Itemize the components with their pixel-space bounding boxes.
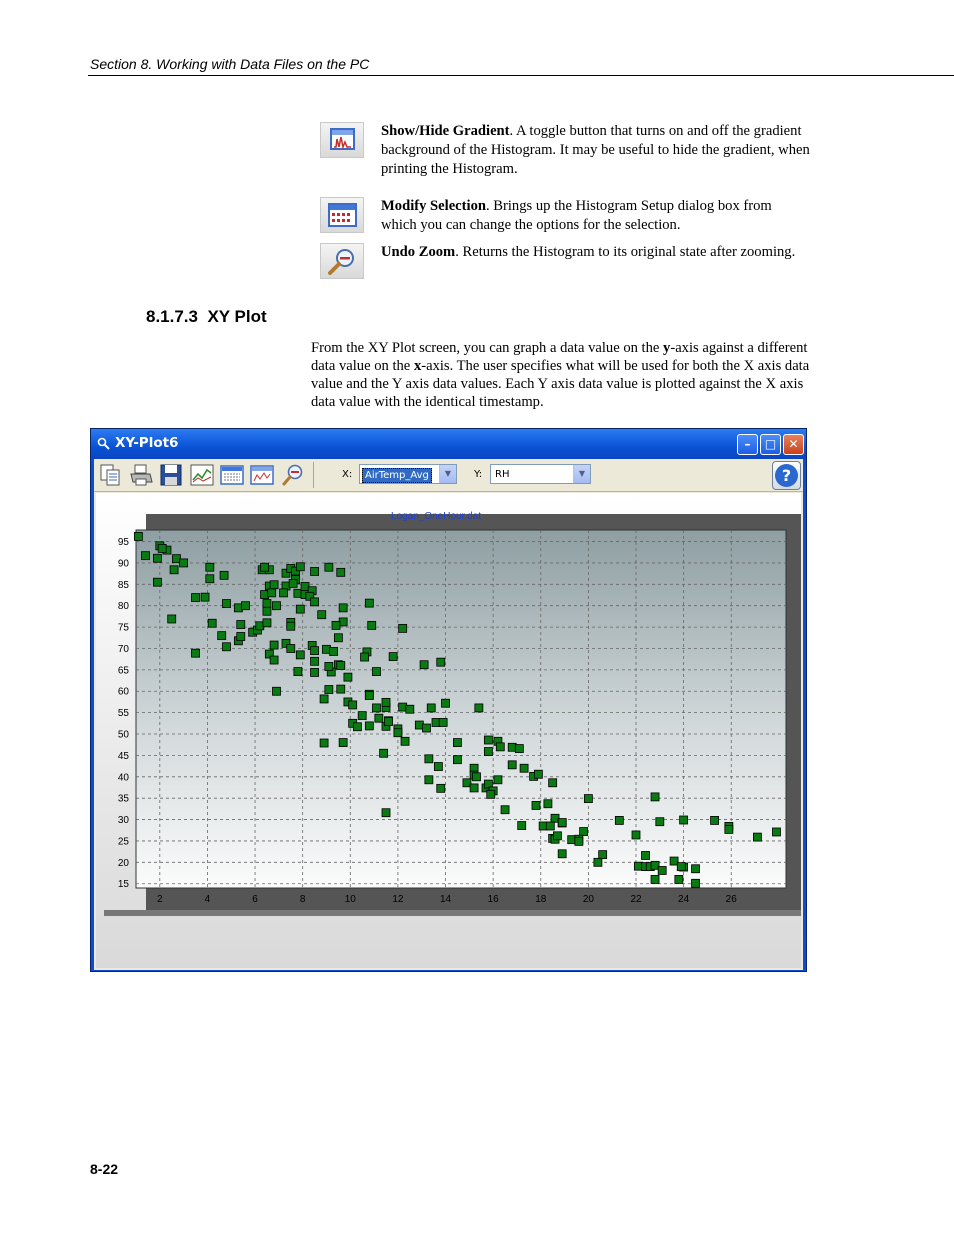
undo-zoom-icon[interactable]	[280, 462, 306, 488]
section-number: 8.1.7.3	[146, 307, 198, 326]
x-tick-label: 6	[252, 894, 258, 905]
data-point	[153, 578, 161, 586]
y-tick-label: 45	[117, 750, 129, 762]
data-point	[508, 761, 516, 769]
xy-plot-window	[90, 428, 807, 972]
data-point	[222, 600, 230, 608]
data-point	[192, 594, 200, 602]
data-point	[296, 563, 304, 571]
data-point	[753, 833, 761, 841]
data-point	[680, 816, 688, 824]
para-text: From the XY Plot screen, you can graph a data value on the	[311, 340, 664, 356]
data-point	[677, 863, 685, 871]
data-point	[311, 567, 319, 575]
x-axis-select[interactable]	[359, 464, 457, 484]
data-point	[337, 568, 345, 576]
data-point	[470, 784, 478, 792]
data-point	[425, 776, 433, 784]
copy-icon[interactable]	[98, 462, 124, 488]
tool-description	[381, 243, 811, 262]
data-point	[325, 563, 333, 571]
data-point	[575, 837, 583, 845]
data-point	[287, 644, 295, 652]
data-point	[358, 712, 366, 720]
data-point	[208, 619, 216, 627]
y-tick-label: 15	[117, 879, 129, 891]
data-point	[311, 647, 319, 655]
tool-text: . Returns the Histogram to its original state after zooming.	[455, 244, 796, 260]
x-tick-label: 4	[204, 894, 211, 905]
data-point	[632, 831, 640, 839]
tool-description	[381, 122, 811, 179]
data-point	[656, 818, 664, 826]
data-point	[263, 600, 271, 608]
data-point	[311, 598, 319, 606]
data-point	[339, 604, 347, 612]
x-tick-label: 14	[439, 894, 452, 905]
data-point	[134, 532, 142, 540]
data-point	[546, 822, 554, 830]
data-point	[420, 661, 428, 669]
data-point	[372, 704, 380, 712]
data-point	[427, 704, 435, 712]
data-point	[453, 739, 461, 747]
y-axis-select[interactable]	[490, 464, 591, 484]
data-point	[615, 816, 623, 824]
data-point	[296, 651, 304, 659]
data-point	[501, 806, 509, 814]
y-tick-label: 60	[117, 686, 129, 698]
histogram-gradient-icon[interactable]	[249, 462, 275, 488]
x-tick-label: 10	[344, 894, 356, 905]
data-point	[222, 643, 230, 651]
y-tick-label: 55	[117, 708, 129, 720]
y-tick-label: 85	[117, 579, 129, 591]
data-point	[394, 729, 402, 737]
para-bold-x: x	[413, 358, 422, 374]
data-point	[599, 851, 607, 859]
data-point	[389, 653, 397, 661]
data-point	[515, 745, 523, 753]
data-point	[272, 602, 280, 610]
y-tick-label: 65	[117, 665, 129, 677]
data-point	[325, 662, 333, 670]
data-point	[268, 589, 276, 597]
chart-title: Logan_OneHour.dat	[390, 511, 482, 522]
y-tick-label: 20	[117, 857, 129, 869]
header-rule	[88, 75, 954, 76]
data-point	[584, 795, 592, 803]
data-point	[496, 743, 504, 751]
data-point	[372, 668, 380, 676]
data-point	[401, 737, 409, 745]
data-point	[294, 668, 302, 676]
data-point	[270, 641, 278, 649]
data-point	[272, 687, 280, 695]
tool-title: Modify Selection	[381, 198, 486, 214]
y-tick-label: 75	[117, 622, 129, 634]
plot-shadow-bottom	[104, 910, 801, 916]
data-point	[406, 705, 414, 713]
data-point	[422, 724, 430, 732]
x-axis-label: X:	[342, 469, 353, 480]
y-tick-label: 70	[117, 643, 129, 655]
data-point	[349, 701, 357, 709]
data-point	[353, 723, 361, 731]
help-button[interactable]	[772, 461, 801, 490]
data-point	[434, 763, 442, 771]
print-icon[interactable]	[128, 462, 154, 488]
data-point	[558, 850, 566, 858]
data-point	[399, 624, 407, 632]
data-point	[580, 828, 588, 836]
data-point	[368, 621, 376, 629]
data-point	[270, 656, 278, 664]
data-point	[725, 825, 733, 833]
data-point	[553, 832, 561, 840]
chevron-down-icon[interactable]: ▼	[573, 465, 590, 483]
save-icon[interactable]	[158, 462, 184, 488]
data-point	[772, 828, 780, 836]
data-point	[518, 822, 526, 830]
data-point	[651, 875, 659, 883]
data-point	[484, 748, 492, 756]
data-point	[325, 686, 333, 694]
data-point	[206, 575, 214, 583]
y-tick-label: 35	[117, 793, 129, 805]
data-point	[206, 563, 214, 571]
data-point	[439, 718, 447, 726]
data-point	[453, 756, 461, 764]
window-titlebar[interactable]	[91, 429, 806, 459]
para-text: -axis. The user specifies what will be used for both the X axis data value and the Y axis data values. Each Y axis data value is plotted against the X axis data value with the identical timestamp.	[311, 358, 810, 410]
data-point	[494, 776, 502, 784]
data-point	[320, 695, 328, 703]
data-point	[170, 566, 178, 574]
para-bold-y: y	[663, 340, 671, 356]
data-point	[237, 621, 245, 629]
help-icon: ?	[775, 464, 798, 487]
plot-background	[136, 530, 786, 888]
data-point	[594, 858, 602, 866]
data-point	[375, 714, 383, 722]
data-point	[339, 739, 347, 747]
data-point	[296, 605, 304, 613]
x-tick-label: 8	[299, 894, 306, 905]
data-point	[651, 793, 659, 801]
window-title: XY-Plot6	[115, 435, 179, 451]
data-point	[520, 764, 528, 772]
running-header: Section 8. Working with Data Files on the PC	[90, 56, 370, 72]
para-text: -axis against a different data value on the	[311, 340, 808, 374]
data-point	[472, 773, 480, 781]
data-point	[425, 755, 433, 763]
data-point	[658, 866, 666, 874]
data-point	[365, 692, 373, 700]
data-point	[382, 698, 390, 706]
undo-zoom-icon	[320, 243, 364, 279]
data-point	[475, 704, 483, 712]
data-point	[180, 559, 188, 567]
data-point	[384, 718, 392, 726]
data-point	[330, 647, 338, 655]
data-point	[642, 851, 650, 859]
data-point	[334, 634, 342, 642]
data-point	[218, 632, 226, 640]
data-point	[263, 607, 271, 615]
y-tick-label: 40	[117, 772, 129, 784]
xy-plot-paragraph	[311, 339, 816, 411]
xy-scatter-chart[interactable]	[96, 493, 801, 968]
x-tick-label: 22	[630, 894, 642, 905]
y-tick-label: 95	[117, 537, 129, 549]
data-point	[344, 673, 352, 681]
data-point	[287, 622, 295, 630]
modify-selection-icon[interactable]	[219, 462, 245, 488]
data-point	[487, 790, 495, 798]
data-point	[337, 685, 345, 693]
y-tick-label: 90	[117, 558, 129, 570]
data-point	[675, 875, 683, 883]
data-point	[320, 739, 328, 747]
y-tick-label: 25	[117, 836, 129, 848]
y-axis-label: Y:	[474, 469, 483, 480]
tool-text: . Brings up the Histogram Setup dialog box from which you can change the options for the selection.	[381, 198, 772, 233]
tool-title: Show/Hide Gradient	[381, 123, 510, 139]
y-axis-value: RH	[495, 469, 510, 480]
y-tick-label: 50	[117, 729, 129, 741]
data-point	[437, 784, 445, 792]
data-point	[711, 816, 719, 824]
data-point	[337, 662, 345, 670]
x-axis-value: AirTemp_Avg	[362, 468, 432, 483]
window-client	[94, 459, 803, 970]
data-point	[280, 589, 288, 597]
data-point	[365, 599, 373, 607]
modify-selection-icon	[320, 197, 364, 233]
data-point	[544, 800, 552, 808]
tool-title: Undo Zoom	[381, 244, 456, 260]
data-point	[158, 544, 166, 552]
x-tick-label: 12	[392, 894, 404, 905]
section-heading	[146, 307, 267, 327]
data-point	[311, 668, 319, 676]
data-point	[534, 770, 542, 778]
data-point	[558, 819, 566, 827]
x-tick-label: 2	[157, 894, 163, 905]
data-point	[692, 879, 700, 887]
data-point	[168, 615, 176, 623]
x-tick-label: 18	[535, 894, 547, 905]
data-point	[361, 653, 369, 661]
maximize-button[interactable]: □	[760, 434, 781, 455]
data-point	[142, 552, 150, 560]
close-button[interactable]: ✕	[783, 434, 804, 455]
chevron-down-icon[interactable]: ▼	[439, 465, 456, 483]
data-point	[437, 658, 445, 666]
page-number: 8-22	[90, 1161, 119, 1177]
data-point	[318, 611, 326, 619]
plot-area	[96, 493, 801, 968]
x-tick-label: 26	[725, 894, 737, 905]
data-point	[220, 571, 228, 579]
tool-text: . A toggle button that turns on and off the gradient background of the Histogram. It may be useful to hide the gradient, when printing the Histogram.	[381, 123, 810, 177]
toolbar	[94, 459, 803, 492]
data-point	[380, 749, 388, 757]
chart-options-icon[interactable]	[189, 462, 215, 488]
section-title: XY Plot	[207, 307, 267, 326]
data-point	[201, 593, 209, 601]
tool-description	[381, 197, 811, 235]
x-tick-label: 24	[678, 894, 690, 905]
data-point	[289, 579, 297, 587]
data-point	[263, 619, 271, 627]
data-point	[442, 699, 450, 707]
data-point	[692, 865, 700, 873]
app-icon	[97, 437, 111, 451]
data-point	[242, 602, 250, 610]
data-point	[365, 722, 373, 730]
y-tick-label: 80	[117, 601, 129, 613]
data-point	[549, 779, 557, 787]
data-point	[153, 554, 161, 562]
data-point	[484, 736, 492, 744]
data-point	[532, 801, 540, 809]
data-point	[382, 809, 390, 817]
x-tick-label: 16	[487, 894, 499, 905]
histogram-gradient-icon	[320, 122, 364, 158]
data-point	[270, 581, 278, 589]
data-point	[237, 633, 245, 641]
data-point	[332, 621, 340, 629]
x-tick-label: 20	[582, 894, 594, 905]
data-point	[192, 649, 200, 657]
data-point	[261, 563, 269, 571]
y-tick-label: 30	[117, 815, 129, 827]
data-point	[311, 657, 319, 665]
minimize-button[interactable]: –	[737, 434, 758, 455]
